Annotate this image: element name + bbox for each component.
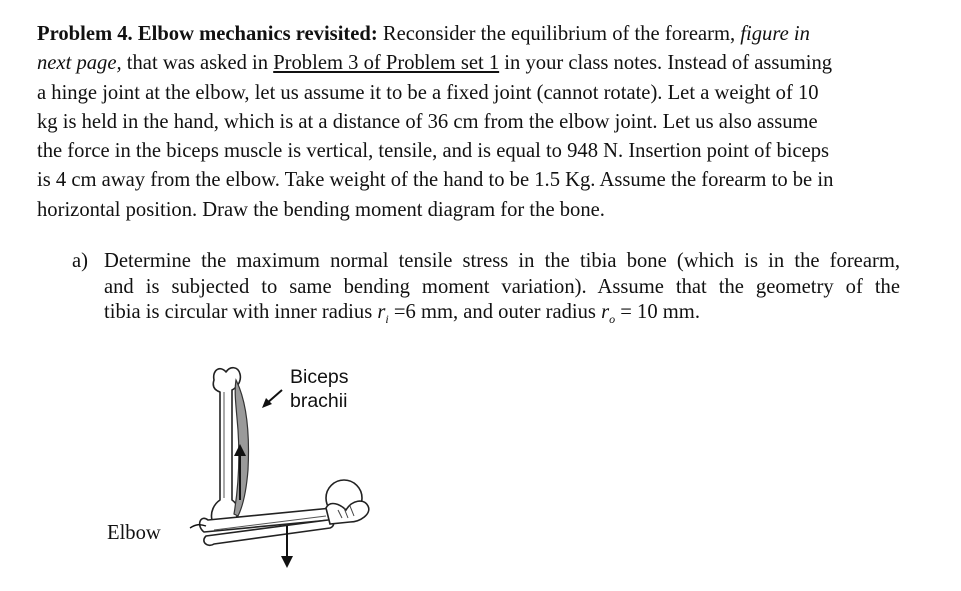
figure-reference-cont: next page, [37,52,122,75]
label-pointer-arrow [262,390,282,408]
problem-line-3: a hinge joint at the elbow, let us assume it to be a fixed joint (cannot rotate). Let a weight of 10 [37,81,819,104]
elbow-label: Elbow [107,522,161,544]
problem-heading: Problem 4. Elbow mechanics revisited: [37,23,378,45]
part-a-line-1: Determine the maximum normal tensile stress in the tibia bone (which is in the forearm, [104,250,900,272]
part-a-text: = 10 mm. [615,301,700,324]
part-a-text: tibia is circular with inner radius [104,301,378,324]
problem-line-5: the force in the biceps muscle is vertical, tensile, and is equal to 948 N. Insertion point of biceps [37,140,830,163]
biceps-label-line-1: Biceps [290,366,349,388]
figure-reference: figure in [735,23,810,45]
problem-text: Reconsider the equilibrium of the forearm, [377,23,736,45]
part-a-label: a) [72,250,88,272]
part-a-line-2: and is subjected to same bending moment variation). Assume that the geometry of the [104,275,900,298]
problem-line-4: kg is held in the hand, which is at a distance of 36 cm from the elbow joint. Let us also assume [37,110,818,133]
biceps-label-line-2: brachii [290,390,348,412]
problem-line-7: horizontal position. Draw the bending moment diagram for the bone. [37,198,605,221]
problem-set-link[interactable]: Problem 3 of Problem set 1 [273,52,500,75]
problem-line-6: is 4 cm away from the elbow. Take weight of the hand to be 1.5 Kg. Assume the forearm to be in [37,169,834,192]
problem-text: that was asked in [121,52,274,75]
problem-text: in your class notes. Instead of assuming [499,52,833,75]
hand-with-weight [326,480,369,524]
outer-radius-symbol: $r_o$ [601,301,616,327]
part-a-text: =6 mm, and outer radius [388,301,602,324]
inner-radius-symbol: $r_i$ [377,301,389,327]
